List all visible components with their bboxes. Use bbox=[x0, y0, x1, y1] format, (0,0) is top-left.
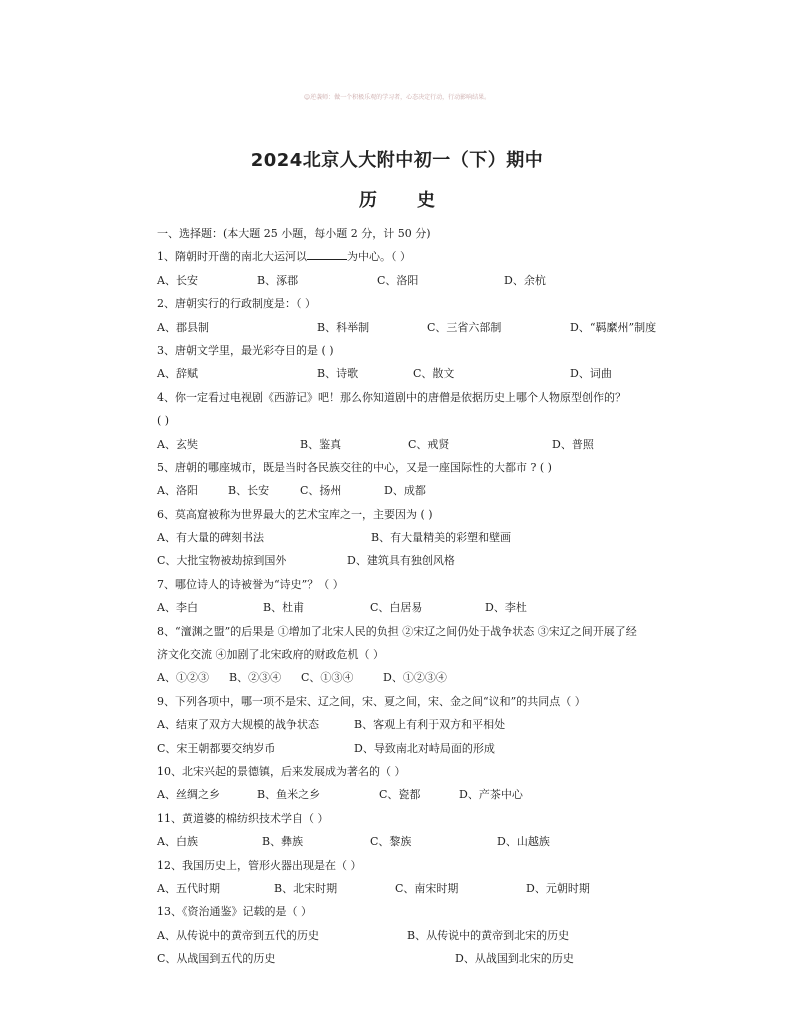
option[interactable]: D、建筑具有独创风格 bbox=[347, 554, 455, 568]
option[interactable]: A、从传说中的黄帝到五代的历史 bbox=[157, 928, 319, 942]
section-header: 一、选择题：(本大题 25 小题，每小题 2 分，计 50 分) bbox=[157, 227, 431, 240]
option[interactable]: D、元朝时期 bbox=[526, 881, 590, 895]
option[interactable]: B、鉴真 bbox=[300, 437, 342, 451]
option[interactable]: A、丝绸之乡 bbox=[157, 788, 220, 802]
question-3: 3、唐朝文学里，最光彩夺目的是 ( ) bbox=[157, 343, 334, 357]
exam-content bbox=[157, 222, 727, 971]
option[interactable]: C、洛阳 bbox=[377, 273, 419, 287]
option[interactable]: B、鱼米之乡 bbox=[257, 788, 321, 802]
options-row bbox=[157, 713, 727, 736]
options-row bbox=[157, 924, 727, 947]
watermark-text: ☺逆袭师：做一个积极乐观的学习者，心态决定行动，行动影响结果。 bbox=[303, 94, 491, 101]
subject-title: 历史 bbox=[359, 190, 475, 211]
option[interactable]: A、玄奘 bbox=[157, 437, 198, 451]
option[interactable]: C、白居易 bbox=[370, 601, 423, 615]
option[interactable]: C、瓷都 bbox=[379, 788, 421, 802]
option[interactable]: C、黎族 bbox=[370, 835, 412, 849]
option[interactable]: A、李白 bbox=[157, 601, 198, 615]
option[interactable]: D、①②③④ bbox=[383, 671, 447, 685]
options-row bbox=[157, 362, 727, 385]
option[interactable]: C、散文 bbox=[413, 367, 455, 381]
option[interactable]: B、客观上有利于双方和平相处 bbox=[354, 718, 506, 732]
option[interactable]: C、戒贤 bbox=[408, 437, 450, 451]
option[interactable]: C、①③④ bbox=[301, 671, 354, 685]
option[interactable]: A、有大量的碑刻书法 bbox=[157, 531, 264, 545]
options-row bbox=[157, 526, 727, 549]
option[interactable]: C、从战国到五代的历史 bbox=[157, 952, 276, 966]
answer-blank[interactable] bbox=[307, 247, 347, 260]
options-row bbox=[157, 316, 727, 339]
question-11: 11、黄道婆的棉纺织技术学自（ ） bbox=[157, 811, 329, 825]
option[interactable]: B、有大量精美的彩塑和壁画 bbox=[371, 531, 512, 545]
option[interactable]: D、产茶中心 bbox=[459, 788, 523, 802]
options-row bbox=[157, 549, 727, 572]
option[interactable]: A、洛阳 bbox=[157, 484, 198, 498]
question-stem: 为中心。（ ） bbox=[347, 250, 411, 264]
question-8-cont: 济文化交流 ④加剧了北宋政府的财政危机（ ） bbox=[157, 648, 384, 662]
option[interactable]: B、彝族 bbox=[262, 835, 304, 849]
options-row bbox=[157, 737, 727, 760]
options-row bbox=[157, 596, 727, 619]
option[interactable]: B、②③④ bbox=[229, 671, 282, 685]
page-title: 2024北京人大附中初一（下）期中 bbox=[250, 150, 544, 171]
option[interactable]: D、成都 bbox=[384, 484, 426, 498]
question-10: 10、北宋兴起的景德镇，后来发展成为著名的（ ） bbox=[157, 764, 406, 778]
option[interactable]: B、诗歌 bbox=[317, 367, 359, 381]
option[interactable]: B、从传说中的黄帝到北宋的历史 bbox=[407, 928, 570, 942]
option[interactable]: A、结束了双方大规模的战争状态 bbox=[157, 718, 319, 732]
option[interactable]: A、辞赋 bbox=[157, 367, 198, 381]
options-row bbox=[157, 269, 727, 292]
option[interactable]: D、从战国到北宋的历史 bbox=[455, 952, 574, 966]
options-row bbox=[157, 666, 727, 689]
option[interactable]: C、南宋时期 bbox=[395, 881, 459, 895]
option[interactable]: B、杜甫 bbox=[263, 601, 305, 615]
options-row bbox=[157, 877, 727, 900]
option[interactable]: A、①②③ bbox=[157, 671, 209, 685]
option[interactable]: D、李杜 bbox=[485, 601, 527, 615]
question-12: 12、我国历史上，管形火器出现是在（ ） bbox=[157, 858, 362, 872]
option[interactable]: C、扬州 bbox=[300, 484, 342, 498]
option[interactable]: B、科举制 bbox=[317, 320, 370, 334]
option[interactable]: D、“羁縻州”制度 bbox=[570, 320, 657, 334]
question-8: 8、“澶渊之盟”的后果是 ①增加了北宋人民的负担 ②宋辽之间仍处于战争状态 ③宋辽之间开展了经 bbox=[157, 624, 637, 638]
option[interactable]: C、宋王朝都要交纳岁币 bbox=[157, 741, 276, 755]
question-1 bbox=[157, 245, 727, 268]
option[interactable]: D、词曲 bbox=[570, 367, 612, 381]
options-row bbox=[157, 947, 727, 970]
option[interactable]: C、大批宝物被劫掠到国外 bbox=[157, 554, 287, 568]
question-stem: 1、隋朝时开凿的南北大运河以 bbox=[157, 250, 307, 264]
option[interactable]: C、三省六部制 bbox=[427, 320, 502, 334]
option[interactable]: B、北宋时期 bbox=[274, 881, 338, 895]
question-2: 2、唐朝实行的行政制度是：（ ） bbox=[157, 297, 316, 311]
question-13: 13、《资治通鉴》记载的是（ ） bbox=[157, 905, 312, 919]
options-row bbox=[157, 830, 727, 853]
option[interactable]: A、白族 bbox=[157, 835, 198, 849]
option[interactable]: A、长安 bbox=[157, 273, 198, 287]
options-row bbox=[157, 433, 727, 456]
option[interactable]: D、山越族 bbox=[497, 835, 550, 849]
option[interactable]: B、长安 bbox=[228, 484, 270, 498]
option[interactable]: D、导致南北对峙局面的形成 bbox=[354, 741, 495, 755]
option[interactable]: D、余杭 bbox=[504, 273, 546, 287]
option[interactable]: B、涿郡 bbox=[257, 273, 299, 287]
options-row bbox=[157, 783, 727, 806]
question-5: 5、唐朝的哪座城市，既是当时各民族交往的中心，又是一座国际性的大都市 ? ( ) bbox=[157, 460, 552, 474]
question-4-cont: ( ) bbox=[157, 414, 170, 428]
option[interactable]: A、郡县制 bbox=[157, 320, 209, 334]
question-7: 7、哪位诗人的诗被誉为“诗史”？（ ） bbox=[157, 577, 344, 591]
question-9: 9、下列各项中，哪一项不是宋、辽之间，宋、夏之间，宋、金之间“议和”的共同点（ ） bbox=[157, 694, 586, 708]
option[interactable]: A、五代时期 bbox=[157, 881, 220, 895]
option[interactable]: D、普照 bbox=[552, 437, 594, 451]
options-row bbox=[157, 479, 727, 502]
question-6: 6、莫高窟被称为世界最大的艺术宝库之一，主要因为 ( ) bbox=[157, 507, 433, 521]
question-4: 4、你一定看过电视剧《西游记》吧！那么你知道剧中的唐僧是依据历史上哪个人物原型创作的？ bbox=[157, 390, 626, 404]
